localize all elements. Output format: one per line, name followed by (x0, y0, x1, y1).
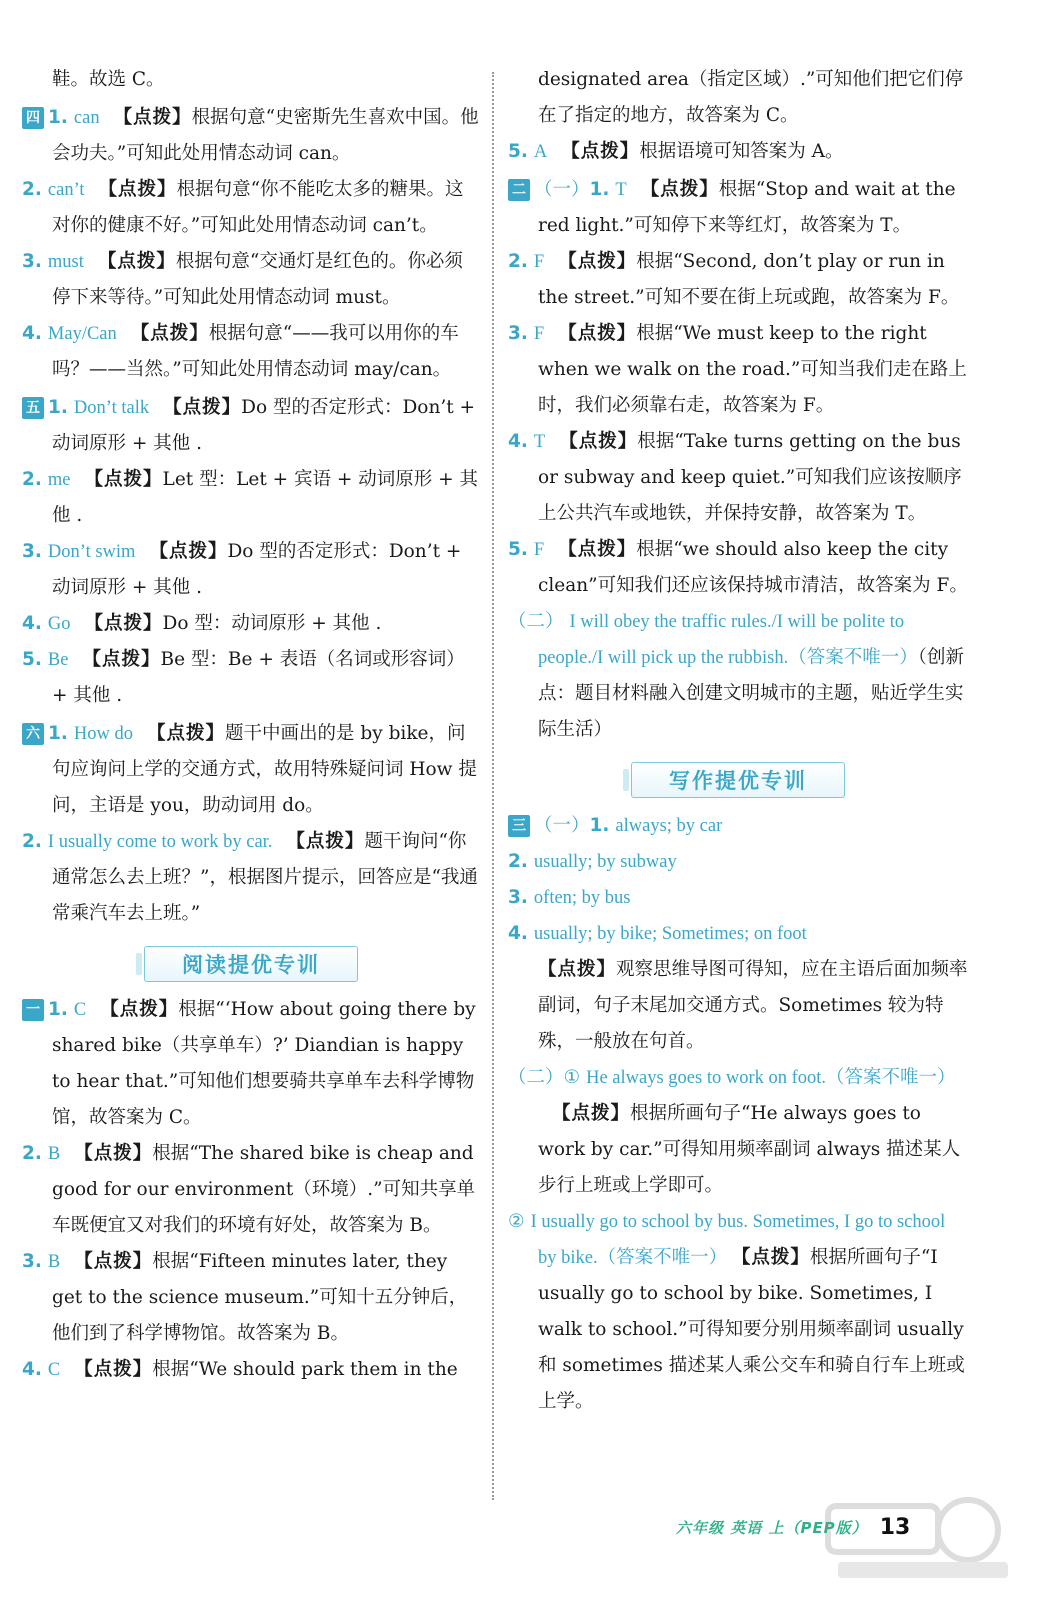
hint-tag: 【点拨】 (97, 251, 176, 272)
left-column (22, 62, 480, 1388)
hint-tag: 【点拨】 (74, 1251, 153, 1272)
page-number: 13 (879, 1514, 911, 1540)
answer: F (533, 324, 545, 344)
hint-tag: 【点拨】 (149, 541, 228, 562)
explanation: Do 型的否定形式：Don’t + 动词原形 + 其他 . (52, 397, 476, 454)
question-number: 3. (22, 541, 42, 562)
answer-block: 鞋。故选 C。 (52, 69, 165, 90)
explanation: 根据所画句子“He always goes to work by car.”可得知用频率副词 always 描述某人步行上班或上学即可。 (538, 1103, 961, 1196)
explanation: 根据“‘How about going there by shared bike（共享单车）?’ Diandian is happy to hear that.”可知他们想要骑共享单车去科学博物馆，故答案为 C。 (52, 999, 476, 1128)
answer: me (47, 470, 71, 490)
question-number: 4. (508, 923, 528, 944)
explanation: 根据“Fifteen minutes later, they get to the science museum.”可知十五分钟后，他们到了科学博物馆。故答案为 B。 (52, 1251, 468, 1344)
hint-tag: 【点拨】 (741, 1247, 810, 1268)
answer-block (22, 534, 480, 606)
question-number: 4. (22, 1359, 42, 1380)
answer-block (508, 1204, 968, 1420)
answer-block (508, 844, 968, 880)
footer-label: 六年级 英语 上（PEP版） (676, 1518, 868, 1537)
answer-block (508, 62, 968, 134)
explanation: 根据“We should park them in the (152, 1359, 458, 1380)
answer-block (508, 916, 968, 952)
explanation: 根据语境可知答案为 A。 (639, 141, 844, 162)
question-number: 2. (508, 851, 528, 872)
hint-tag: 【点拨】 (74, 1359, 153, 1380)
question-number: 3. (508, 887, 528, 908)
question-number: 4. (508, 431, 528, 452)
section-badge: 六 (22, 723, 44, 745)
answer-block (508, 1060, 968, 1204)
question-number: 3. (508, 323, 528, 344)
answer-block (22, 244, 480, 316)
explanation: 根据句意“史密斯先生喜欢中国。他会功夫。”可知此处用情态动词 can。 (52, 107, 479, 164)
answer: usually; by subway (533, 852, 677, 872)
explanation: 根据“Take turns getting on the bus or subway and keep quiet.”可知我们应该按顺序上公共汽车或地铁，并保持安静，故答案为 T。 (538, 431, 962, 524)
hint-tag: 【点拨】 (147, 723, 226, 744)
answer: A (533, 142, 548, 162)
hint-tag: 【点拨】 (74, 1143, 153, 1164)
answer: T (615, 180, 627, 200)
answer: Be (47, 650, 69, 670)
section-badge: 四 (22, 107, 44, 129)
answer-block (22, 462, 480, 534)
answer: often; by bus (533, 888, 631, 908)
banner-title: 阅读提优专训 (182, 953, 320, 977)
answer-block (508, 134, 968, 170)
hint-tag: 【点拨】 (84, 613, 163, 634)
section-badge: 一 (22, 999, 44, 1021)
answer-block (508, 952, 968, 1060)
answer-block (22, 824, 480, 932)
hint-tag: 【点拨】 (558, 323, 637, 344)
answer: He always goes to work on foot.（答案不唯一） (586, 1068, 956, 1088)
answer: I usually come to work by car. (47, 832, 273, 852)
explanation: 观察思维导图可得知，应在主语后面加频率副词，句子末尾加交通方式。Sometimes 较为特殊，一般放在句首。 (538, 959, 968, 1052)
hint-tag: 【点拨】 (286, 831, 365, 852)
watermark-logo-icon (818, 1488, 1018, 1588)
question-number: 1. (48, 723, 68, 744)
right-column (508, 62, 968, 1420)
explanation: 题干询问“你通常怎么去上班？”，根据图片提示，回答应是“我通常乘汽车去上班。” (52, 831, 478, 924)
hint-tag: 【点拨】 (163, 397, 242, 418)
hint-tag: 【点拨】 (558, 539, 637, 560)
question-number: 1. (48, 107, 68, 128)
sub-part: ② (508, 1211, 525, 1232)
hint-tag: 【点拨】 (98, 179, 177, 200)
explanation: （创新点：题目材料融入创建文明城市的主题，贴近学生实际生活） (538, 647, 964, 740)
section-badge: 五 (22, 397, 44, 419)
answer: usually; by bike; Sometimes; on foot (533, 924, 807, 944)
answer: F (533, 252, 545, 272)
answer-block (22, 1352, 480, 1388)
question-number: 5. (22, 649, 42, 670)
answer-block (22, 992, 480, 1136)
answer-block (508, 244, 968, 316)
answer-block (508, 604, 968, 748)
answer-block (508, 316, 968, 424)
answer-block (22, 1244, 480, 1352)
question-number: 4. (22, 323, 42, 344)
answer-block (508, 808, 968, 844)
hint-tag: 【点拨】 (559, 431, 638, 452)
answer: I will obey the traffic rules./I will be polite to people./I will pick up the rubbish.（答案不唯一） (538, 612, 918, 668)
section-badge: 二 (508, 179, 530, 201)
question-number: 2. (508, 251, 528, 272)
answer: must (47, 252, 84, 272)
answer: F (533, 540, 545, 560)
answer-block (508, 532, 968, 604)
answer: I usually go to school by bus. Sometimes, I go to school by bike.（答案不唯一） (530, 1212, 946, 1268)
question-number: 1. (48, 999, 68, 1020)
sub-part: （二）① (508, 1067, 581, 1088)
explanation: 题干中画出的是 by bike，问句应询问上学的交通方式，故用特殊疑问词 How 提问，主语是 you，助动词用 do。 (52, 723, 477, 816)
section-banner-reading (144, 946, 358, 982)
answer: can (73, 108, 100, 128)
answer-block (22, 1136, 480, 1244)
answer-block (22, 172, 480, 244)
sub-part: （二） (508, 611, 564, 632)
question-number: 2. (22, 179, 42, 200)
explanation: Do 型的否定形式：Don’t + 动词原形 + 其他 . (52, 541, 462, 598)
explanation: 根据句意“你不能吃太多的糖果。这对你的健康不好。”可知此处用情态动词 can’t。 (52, 179, 464, 236)
answer-block (508, 172, 968, 244)
hint-tag: 【点拨】 (552, 1103, 631, 1124)
answer: C (73, 1000, 87, 1020)
explanation: 根据“The shared bike is cheap and good for our environment（环境）.”可知共享单车既便宜又对我们的环境有好处，故答案为 B。 (52, 1143, 476, 1236)
explanation: 根据“We must keep to the right when we walk on the road.”可知当我们走在路上时，我们必须靠右走，故答案为 F。 (538, 323, 967, 416)
hint-tag: 【点拨】 (561, 141, 640, 162)
answer-block (22, 390, 480, 462)
answer: How do (73, 724, 134, 744)
explanation: 根据“Second, don’t play or run in the street.”可知不要在街上玩或跑，故答案为 F。 (538, 251, 960, 308)
answer: C (47, 1360, 61, 1380)
answer: B (47, 1252, 61, 1272)
question-number: 1. (48, 397, 68, 418)
question-number: 2. (22, 469, 42, 490)
answer: can’t (47, 180, 85, 200)
explanation: designated area（指定区域）.”可知他们把它们停在了指定的地方，故答案为 C。 (538, 69, 964, 126)
answer: T (533, 432, 546, 452)
answer: May/Can (47, 324, 117, 344)
column-divider (492, 72, 494, 1500)
hint-tag: 【点拨】 (84, 469, 163, 490)
hint-tag: 【点拨】 (113, 107, 192, 128)
question-number: 4. (22, 613, 42, 634)
explanation: Do 型：动词原形 + 其他 . (162, 613, 382, 634)
hint-tag: 【点拨】 (82, 649, 161, 670)
answer: Don’t swim (47, 542, 136, 562)
explanation: Be 型：Be + 表语（名词或形容词）+ 其他 . (52, 649, 465, 706)
answer-block (22, 316, 480, 388)
explanation: 根据句意“交通灯是红色的。你必须停下来等待。”可知此处用情态动词 must。 (52, 251, 463, 308)
explanation: 根据句意“——我可以用你的车吗？——当然。”可知此处用情态动词 may/can。 (52, 323, 459, 380)
hint-tag: 【点拨】 (558, 251, 637, 272)
answer: Go (47, 614, 71, 634)
hint-tag: 【点拨】 (538, 959, 617, 980)
answer-block (508, 424, 968, 532)
answer-block (22, 716, 480, 824)
section-banner-writing (631, 762, 845, 798)
question-number: 2. (22, 1143, 42, 1164)
answer-block (22, 606, 480, 642)
section-badge: 三 (508, 815, 530, 837)
question-number: 2. (22, 831, 42, 852)
answer-block (22, 100, 480, 172)
hint-tag: 【点拨】 (640, 179, 719, 200)
question-number: 1. (589, 815, 610, 836)
answer: B (47, 1144, 61, 1164)
explanation: 根据所画句子“I usually go to school by bike. Sometimes, I walk to school.”可得知要分别用频率副词 usually 和 sometimes 描述某人乘公交车和骑自行车上班或上学。 (538, 1247, 965, 1412)
explanation: 根据“we should also keep the city clean”可知我们还应该保持城市清洁，故答案为 F。 (538, 539, 968, 596)
answer: always; by car (615, 816, 723, 836)
hint-tag: 【点拨】 (100, 999, 179, 1020)
explanation: Let 型：Let + 宾语 + 动词原形 + 其他 . (52, 469, 479, 526)
banner-title: 写作提优专训 (669, 769, 807, 793)
question-number: 5. (508, 539, 528, 560)
answer-block (508, 880, 968, 916)
answer-block (22, 642, 480, 714)
explanation: 根据“Stop and wait at the red light.”可知停下来等红灯，故答案为 T。 (538, 179, 956, 236)
question-number: 1. (589, 179, 610, 200)
hint-tag: 【点拨】 (130, 323, 209, 344)
sub-part: （一） (534, 179, 590, 200)
question-number: 3. (22, 251, 42, 272)
answer: Don’t talk (73, 398, 150, 418)
question-number: 3. (22, 1251, 42, 1272)
question-number: 5. (508, 141, 528, 162)
sub-part: （一） (534, 815, 590, 836)
